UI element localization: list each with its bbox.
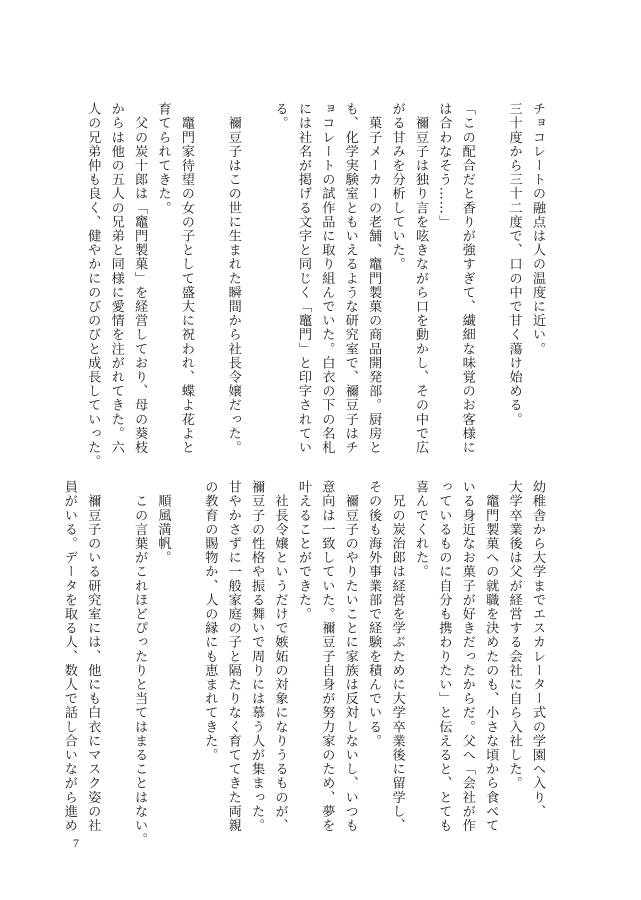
top-text-block	[81, 102, 549, 482]
text-line: も、化学実験室ともいえるような研究室で、禰豆子はチ	[342, 102, 358, 455]
text-line: 禰豆子の性格や振る舞いで周りには慕う人が集まった。	[249, 480, 265, 833]
text-line: 員がいる。データを取る人、数人で話し合いながら進め	[61, 480, 77, 833]
text-line: 菓子メーカーの老舗、竈門製菓の商品開発部。厨房と	[366, 102, 382, 455]
text-line: 禰豆子のやりたいことに家族は反対しないし、いつも	[342, 480, 358, 833]
text-line: は合わなそう……」	[436, 102, 452, 229]
text-line: っているものに自分も携わりたい」と伝えると、とても	[436, 480, 452, 833]
text-line: 大学卒業後は父が経営する会社に自ら入社した。	[506, 480, 522, 791]
text-line: その後も海外事業部で経験を積んでいる。	[366, 480, 382, 748]
text-line: いる身近なお菓子が好きだったからだ。父へ「会社が作	[459, 480, 475, 833]
text-line: 育てられてきた。	[155, 102, 171, 215]
text-line: この言葉がこれほどぴったりと当てはまることはない。	[132, 480, 148, 847]
text-line: 三十度から三十二度で、口の中で甘く蕩け始める。	[506, 102, 522, 427]
text-line: ョコレートの試作品に取り組んでいた。白衣の下の名札	[319, 102, 335, 455]
text-line: 喜んでくれた。	[412, 480, 428, 579]
text-line	[104, 480, 127, 820]
text-line: 禰豆子のいる研究室には、他にも白衣にマスク姿の社	[85, 480, 101, 833]
text-line: 竈門製菓への就職を決めたのも、小さな頃から食べて	[483, 480, 499, 833]
text-line	[479, 102, 502, 482]
text-line: の教育の賜物か、人の縁にも恵まれてきた。	[202, 480, 218, 762]
text-line: 「この配合だと香りが強すぎて、繊細な味覚のお客様に	[459, 102, 475, 455]
text-line: 意向は一致していた。禰豆子自身が努力家のため、夢を	[319, 480, 335, 833]
text-line: 兄の炭治郎は経営を学ぶために大学卒業後に留学し、	[389, 480, 405, 833]
text-line	[175, 480, 198, 820]
text-line: チョコレートの融点は人の温度に近い。	[530, 102, 545, 356]
text-line	[245, 102, 268, 482]
bottom-text-block	[57, 480, 549, 847]
text-line: がる甘みを分析していた。	[389, 102, 405, 272]
text-line: 幼稚舎から大学までエスカレーター式の学園へ入り、	[530, 480, 545, 819]
text-line: 順風満帆。	[155, 480, 171, 565]
text-line: からは他の五人の兄弟と同様に愛情を注がれてきた。六	[108, 102, 124, 455]
text-line: 禰豆子は独り言を呟きながら口を動かし、その中で広	[412, 102, 428, 455]
text-line: る。	[272, 102, 288, 131]
text-line: 社長令嬢というだけで嫉妬の対象になりうるものが、	[272, 480, 288, 833]
text-line: 叶えることができた。	[295, 480, 311, 621]
text-line: 父の炭十郎は「竈門製菓」を経営しており、母の葵枝	[132, 102, 148, 455]
text-line: 竈門家待望の女の子として盛大に祝われ、蝶よ花よと	[178, 102, 194, 455]
page-number: 7	[73, 836, 79, 850]
text-line: 甘やかさずに一般家庭の子と隔たりなく育ててきた両親	[225, 480, 241, 833]
text-line: 人の兄弟仲も良く、健やかにのびのびと成長していった。	[85, 102, 101, 469]
text-line	[198, 102, 221, 482]
text-line: 禰豆子はこの世に生まれた瞬間から社長令嬢だった。	[225, 102, 241, 455]
text-line: には社名が掲げる文字と同じく「竈門」と印字されてい	[295, 102, 311, 455]
